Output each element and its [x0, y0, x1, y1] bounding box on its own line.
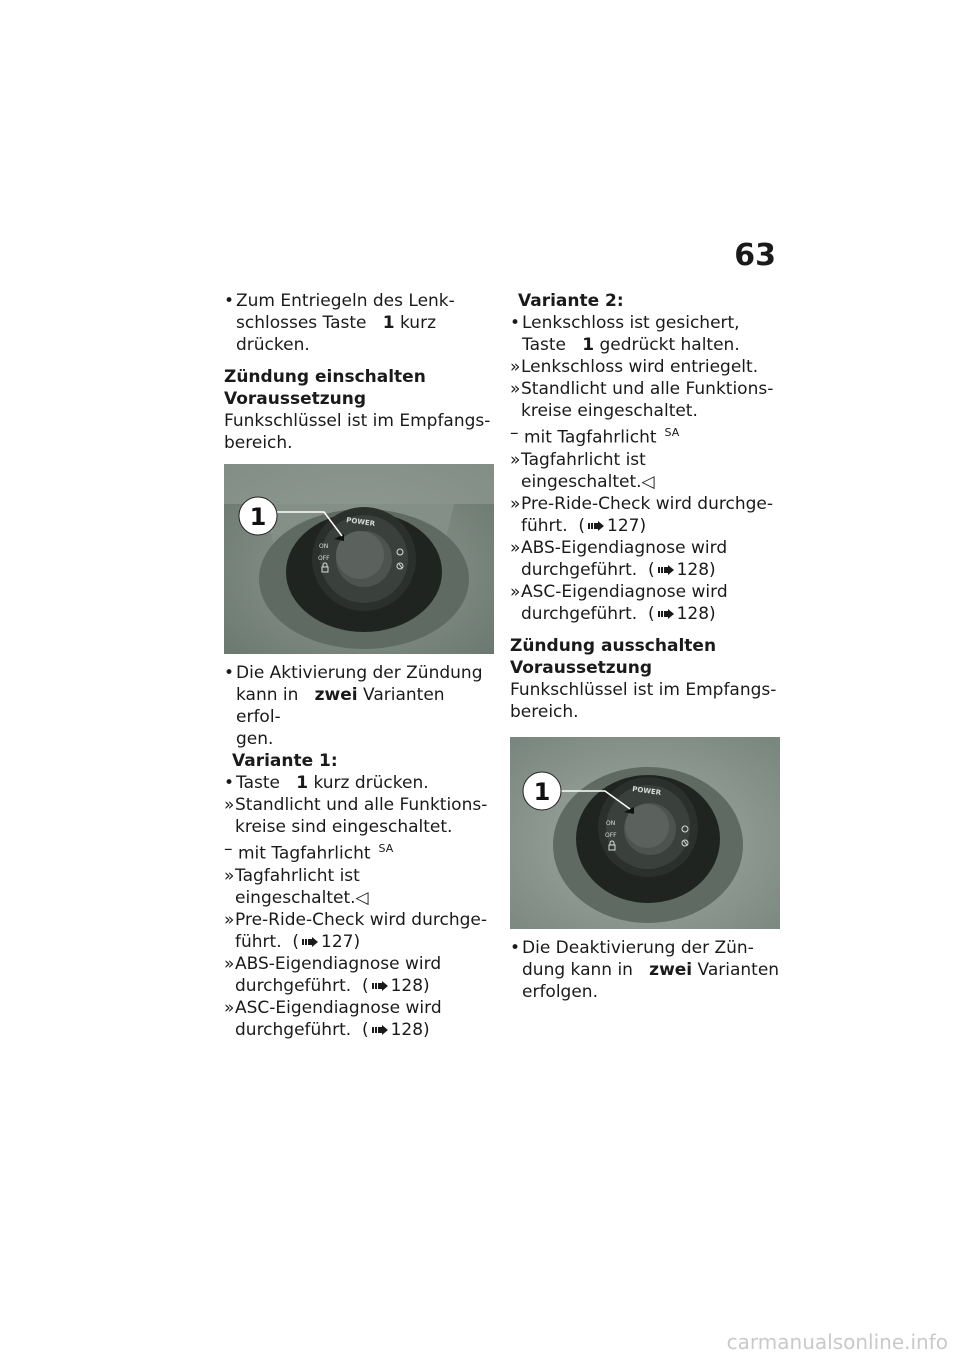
- heading-voraussetzung: Voraussetzung: [224, 389, 367, 409]
- bullet-deaktivierung: • Die Deaktivierung der Zün- dung kann in zwei Varianten erfolgen.: [510, 937, 780, 1002]
- condition-tagfahrlicht: – mit Tagfahrlicht $^{SA}$: [224, 839, 394, 864]
- result-asc: » ASC-Eigendiagnose wird durchgeführt. ( 128): [510, 581, 728, 624]
- ignition-switch-photo: [510, 737, 780, 929]
- right-column: [510, 290, 782, 1003]
- end-mark: ◁: [355, 887, 369, 908]
- bullet-lenkschloss: • Lenkschloss ist gesichert, Taste 1 gedrückt halten.: [510, 313, 740, 355]
- on-label: ON: [606, 819, 616, 827]
- page-reference-icon: [372, 981, 388, 991]
- bullet-entriegeln: [224, 290, 494, 356]
- page-link-128[interactable]: 128): [390, 975, 430, 996]
- result-standlicht: » Standlicht und alle Funktions- kreise eingeschaltet.: [510, 379, 774, 421]
- footer-watermark[interactable]: carmanualsonline.info: [726, 1330, 948, 1354]
- result-abs: » ABS-Eigendiagnose wird durchgeführt. ( 128): [224, 953, 442, 996]
- result-tagfahrlicht: » Tagfahrlicht ist eingeschaltet.◁: [224, 865, 369, 908]
- off-label: OFF: [605, 831, 617, 839]
- variant-1-heading: Variante 1:: [232, 751, 338, 771]
- bullet-aktivierung: • Die Aktivierung der Zündung kann in zwei Varianten erfol- gen.: [224, 663, 483, 749]
- heading-voraussetzung: Voraussetzung: [510, 657, 653, 678]
- variant-2-heading: Variante 2:: [518, 291, 624, 311]
- page-link-127[interactable]: 127): [321, 931, 361, 952]
- off-label: OFF: [318, 555, 330, 562]
- text-line: schlosses Taste 1 kurz: [236, 313, 436, 333]
- heading-zuendung-einschalten: Zündung einschalten: [224, 367, 426, 387]
- page-reference-icon: [372, 1025, 388, 1035]
- condition-line: Funkschlüssel ist im Empfangs-: [510, 679, 777, 700]
- condition-tagfahrlicht: – mit Tagfahrlicht $^{SA}$: [510, 423, 680, 448]
- result-standlicht: » Standlicht und alle Funktions- kreise sind eingeschaltet.: [224, 795, 488, 837]
- sa-label: SA: [378, 842, 394, 855]
- page-link-128[interactable]: 128): [390, 1019, 430, 1040]
- text-line: Zum Entriegeln des Lenk-: [236, 291, 455, 311]
- condition-line: Funkschlüssel ist im Empfangs-: [224, 411, 491, 431]
- result-preride: » Pre-Ride-Check wird durchge- führt. ( 127): [224, 909, 487, 952]
- page-link-127[interactable]: 127): [607, 515, 647, 536]
- left-column: [224, 290, 494, 1041]
- result-tagfahrlicht: » Tagfahrlicht ist eingeschaltet.◁: [510, 449, 655, 492]
- sa-label: SA: [664, 426, 680, 439]
- page-link-128[interactable]: 128): [676, 559, 716, 580]
- page-reference-icon: [588, 521, 604, 531]
- page-reference-icon: [658, 609, 674, 619]
- figure-callout-1: 1: [249, 503, 267, 531]
- text-line: drücken.: [236, 335, 310, 355]
- result-entriegelt: » Lenkschloss wird entriegelt.: [510, 357, 759, 377]
- page-number: 63: [734, 238, 776, 273]
- heading-zuendung-ausschalten: Zündung ausschalten: [510, 635, 717, 656]
- power-label: POWER: [631, 784, 662, 797]
- bullet-taste: • Taste 1 kurz drücken.: [224, 773, 429, 793]
- power-label: POWER: [345, 516, 376, 529]
- bullet-mark: •: [224, 291, 235, 311]
- result-asc: » ASC-Eigendiagnose wird durchgeführt. ( 128): [224, 997, 442, 1040]
- page-reference-icon: [302, 937, 318, 947]
- condition-line: bereich.: [510, 701, 579, 722]
- figure-callout-1: 1: [533, 777, 551, 806]
- end-mark: ◁: [641, 471, 655, 492]
- on-label: ON: [319, 543, 329, 550]
- result-abs: » ABS-Eigendiagnose wird durchgeführt. ( 128): [510, 537, 728, 580]
- page-reference-icon: [658, 565, 674, 575]
- condition-line: bereich.: [224, 433, 293, 453]
- ignition-switch-photo: [224, 464, 494, 654]
- page-link-128[interactable]: 128): [676, 603, 716, 624]
- result-preride: » Pre-Ride-Check wird durchge- führt. ( 127): [510, 493, 773, 536]
